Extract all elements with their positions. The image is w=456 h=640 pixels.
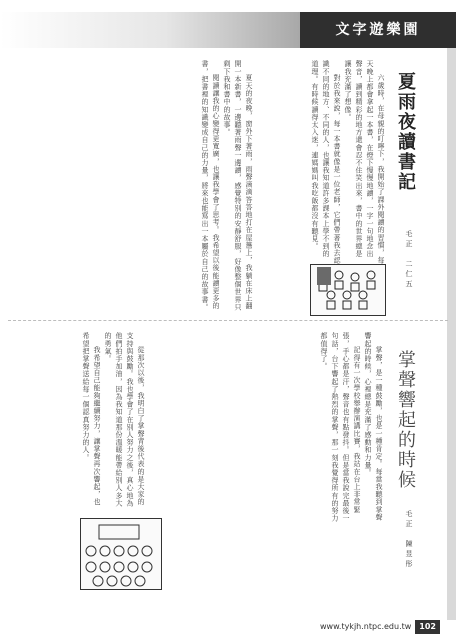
section-divider [8, 320, 448, 321]
article1-author: 毛正 二仁五 [405, 230, 413, 290]
clapping-illustration [80, 518, 162, 590]
footer-url[interactable]: www.tykjh.ntpc.edu.tw [320, 622, 412, 631]
article1-paragraph: 閱讀讓我的心變得更寬廣，也讓我學會了思考。我希望以後能讀更多的書，把書裡的知識變成自己的力量，將來也能寫出一本屬於自己的故事書。 [201, 60, 220, 311]
section-header [0, 12, 456, 48]
page-number: 102 [415, 620, 440, 634]
article2-text-top [150, 332, 384, 522]
article2-paragraph: 從那次以後，我明白了掌聲背後代表的是大家的支持與鼓勵。我也學會了在別人努力之後，真心地為他們拍手加油，因為我知道那份溫暖能帶給別人多大的勇氣。 [104, 332, 145, 507]
side-strip [447, 40, 456, 620]
article2-text-left [80, 332, 146, 510]
article1-title: 夏雨夜讀書記 [395, 72, 416, 192]
article2-author: 毛正 陳昱彤 [405, 510, 413, 570]
article1-text-top [258, 60, 386, 265]
article1-paragraph: 對於我來說，每一本書就像是一位老師，它們帶著我去認識不同的地方、不同的人，也讓我知道許多課本上學不到的道理。有時候讀得太入迷，連媽媽叫我吃飯都沒有聽見。 [311, 60, 341, 264]
reading-illustration [310, 264, 386, 316]
page-footer [320, 620, 440, 634]
audience-drawing [81, 519, 161, 589]
article2-paragraph: 記得有一次學校舉辦演講比賽，我站在台上非常緊張，手心都是汗，聲音也有點發抖。但是當我說完最後一句話，台下響起了熱烈的掌聲，那一刻我覺得所有的努力都值得了。 [320, 332, 361, 522]
section-title: 文字遊樂園 [335, 22, 421, 38]
article1-text-left [14, 60, 254, 315]
article1-paragraph: 夏天的夜晚，窗外下著雨，雨聲滴滴答答地打在屋簷上，我躺在床上翻開一本新書，一邊聽著雨聲一邊讀，感覺特別的安靜舒服，好像整個世界只剩下我和書中的故事。 [223, 60, 253, 311]
article2-paragraph: 我希望自己能夠繼續努力，讓掌聲再次響起，也希望把掌聲送給每一個認真努力的人。 [82, 332, 101, 506]
article2-paragraph: 掌聲，是一種鼓勵，也是一種肯定。每當我聽到掌聲響起的時候，心裡總是充滿了感動和力量。 [364, 332, 383, 521]
article1-paragraph: 六歲時，在母親的叮嚀下，我開始了課外閱讀的習慣，每天晚上都會拿起一本書，在燈下慢慢地讀，一字一句地念出聲音，讀到精彩的地方還會忍不住笑出來，書中的世界總是讓我充滿了想像。 [344, 60, 385, 264]
article2-title: 掌聲響起的時候 [395, 350, 416, 490]
header-gradient [0, 12, 300, 48]
children-reading-drawing [311, 265, 385, 315]
